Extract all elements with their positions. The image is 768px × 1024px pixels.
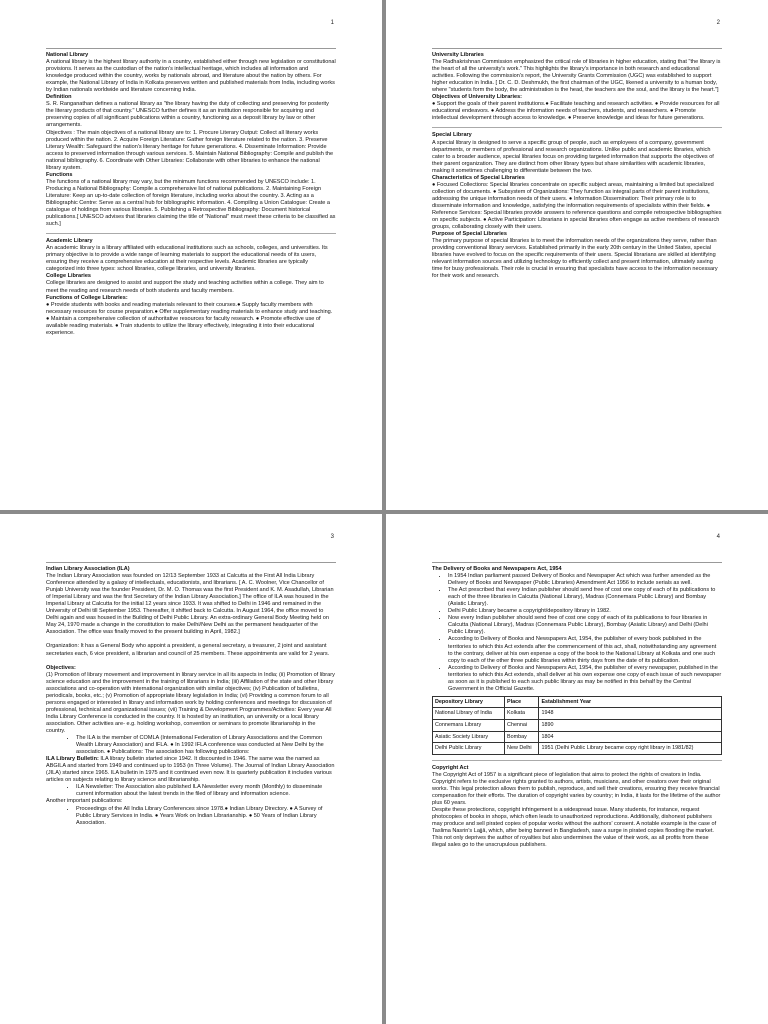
section-heading: ILA Library Bulletin: xyxy=(46,756,99,763)
bullet-item: • In 1954 Indian parliament passed Delivery of Books and Newspaper Act which was further amended as the Delivery of Books and Newspaper (Public Libraries) Amendment Act 1956 to include serials as well. xyxy=(448,573,722,587)
bullet-item: • Proceedings of the All India Library Conferences since 1978.● Indian Library Directory. ● A Survey of Public Library Services in India. ● Years Work on Indian Librarianship. ● 50 Years of Indian Library Association. xyxy=(76,806,336,827)
table-cell: New Delhi xyxy=(505,743,539,755)
bullet-list xyxy=(46,806,336,827)
section-divider xyxy=(432,760,722,761)
page-body xyxy=(432,566,722,1020)
bullet-list xyxy=(432,573,722,693)
section-divider xyxy=(46,233,336,234)
table-cell: 1890 xyxy=(539,720,722,732)
table-cell: 1948 xyxy=(539,708,722,720)
section-heading: Objectives: xyxy=(46,664,76,671)
paragraph: The Radhakrishnan Commission emphasized the critical role of libraries in higher education, stating that "the library is the heart of all the university's work." This highlights the library's importance in both research and educational activities. Following the commission's report, the University Grants Commission (UGC) was established to support higher education in India. [ Dr. C. D. Deshmukh, the first chairman of the UGC, likened a university to a human body, where "students form the body, the administration is the head, the teachers are the soul, and the library is the heart."] xyxy=(432,59,721,94)
table-row xyxy=(433,731,722,743)
section-heading: Functions of College Libraries: xyxy=(46,294,128,301)
paragraph: A special library is designed to serve a specific group of people, such as employees of a company, government departments, or members of professional and research organizations. Unlike public and academic libraries, which cater to a broader audience, special libraries focus on providing targeted information that supports the objectives of their parent organization. They are distinct from other library types but share similarities with academic libraries, making it sometimes challenging to differentiate between the two. xyxy=(432,139,714,174)
bullet-item: • Now every Indian publisher should send free of cost one copy of each of its publications to four libraries in Calcutta (National Library), Madras (Connemara Public Library), Bombay (Asiatic Library) and Delhi (Delhi Public Library). xyxy=(448,615,722,636)
table-cell: Asiatic Society Library xyxy=(433,731,505,743)
paragraph: The primary purpose of special libraries is to meet the information needs of the organizations they serve, rather than providing conventional library services. Established primarily in the early 20th century in the United States, special libraries have evolved to focus on the specific requirements of their users. Special librarians are skilled at identifying relevant information sources and utilizing technology to efficiently collect and present information, ultimately saving time for busy professionals. Their role is crucial in ensuring that specialists have access to the information necessary for their work and research. xyxy=(432,238,718,280)
page-3 xyxy=(0,514,382,1024)
page-number: 4 xyxy=(716,534,720,540)
section-heading: Special Library xyxy=(432,132,472,139)
paragraph: ● Support the goals of their parent institutions.● Facilitate teaching and research activities. ● Provide resources for all educational endeavors. ● Address the information needs of teachers, students, and researchers. ● Promote intellectual development through access to knowledge. ● Preserve knowledge and ideas for future generations. xyxy=(432,101,720,122)
paragraph: S. R. Ranganathan defines a national library as "the library having the duty of collecting and preserving for posterity the literary products of that country." UNESCO further defines it as an institution responsible for acquiring and preserving copies of all significant publications within a country, functioning as a deposit library by law or other arrangements. xyxy=(46,101,329,129)
section-heading: Purpose of Special Libraries xyxy=(432,231,507,238)
table-cell: Delhi Public Library xyxy=(433,743,505,755)
page-body xyxy=(46,52,336,506)
bullet-list xyxy=(46,784,336,798)
page-body xyxy=(432,52,722,506)
paragraph: The Indian Library Association was founded on 12/13 September 1933 at Calcutta at the First All India Library Conference attended by a galaxy of intellectuals, educationists, and librarians. [ A. C. Woolner, Vice Chancellor of Punjab University was the founder President, Dr. M. O. Thomas was the first President and K. M. Asadullah, Librarian of Imperial Library and was the first Secretary of the Indian Library Association.] The office of ILA was housed in the Imperial Library at Calcutta for the initial 12 years since 1933. It was shifted to Delhi in 1946 and remained in the University of Delhi till September 1953. Thereafter, it shifted back to Calcutta. In August 1964, the office moved to Delhi again and was housed in the Building of Delhi Public Library. An extra-ordinary General Body Meeting held on May 24, 1970 made a change in the constitution to make Delhi/New Delhi as the permanent headquarter of the Association. The office was finally moved to the present building in April, 1982.] xyxy=(46,573,334,636)
section-heading: University Libraries xyxy=(432,52,484,58)
paragraph: ● Focused Collections: Special libraries concentrate on specific subject areas, maintaining a limited but specialized collection of documents. ● Subsystem of Organizations: They function as integral parts of their parent institutions, addressing the unique information needs of their users. ● Information Dissemination: Their primary role is to disseminate information and knowledge, satisfying the information requirements of specialists within their fields. ● Reference Services: Special libraries provide answers to reference questions and compile retrospective bibliographies on specific subjects. ● Active Participation: Librarians in special libraries often engage as active members of research groups, collaborating closely with their users. xyxy=(432,181,722,231)
table-row xyxy=(433,720,722,732)
table-cell: Kolkata xyxy=(505,708,539,720)
paragraph: Organization: It has a General Body who appoint a president, a general secretary, a treasurer, 2 joint and assistant secretaries each, 6 vice president, a librarian and council of 25 members. These appointments are valid for 2 years. xyxy=(46,643,330,657)
section-heading: Objectives of University Libraries: xyxy=(432,94,523,101)
page-number: 1 xyxy=(330,20,334,26)
page-number: 2 xyxy=(716,20,720,26)
table-cell: National Library of India xyxy=(433,708,505,720)
paragraph: The Copyright Act of 1957 is a significant piece of legislation that aims to protect the rights of creators in India. Copyright refers to the exclusive rights granted to authors, artists, musicians, and other creators over their original works. This legal protection allows them to publish, reproduce, and sell their creations, ensuring they receive financial compensation for their efforts. The duration of copyright varies by country; in India, it lasts for the lifetime of the author plus 60 years. xyxy=(432,771,721,807)
paragraph: Objectives : The main objectives of a national library are to: 1. Procure Literary Output: Collect all literary works produced within the nation. 2. Acquire Foreign Literature: Gather foreign literature related to the nation. 3. Preserve Literary Wealth: Safeguard the nation's literary heritage for future generations. 4. Disseminate Information: Provide access to preserved information through various services. 5. Maintain National Bibliography: Compile and publish the national bibliography. 6. Coordinate with Other Libraries: Collaborate with other libraries to enhance the national library system. xyxy=(46,129,334,171)
table-header-cell: Place xyxy=(505,696,539,708)
section-heading: Characteristics of Special Libraries xyxy=(432,174,525,181)
paragraph: A national library is the highest library authority in a country, established either through new legislation or constitutional provisions. It serves as the custodian of the nation's intellectual heritage, which includes all information and knowledge produced within the country, works by nationals abroad, and literature about the nation by others. For example, the National Library of India in Kolkata preserves written and published materials from India, including works by Indian nationals worldwide and literature concerning India. xyxy=(46,59,336,94)
paragraph: The functions of a national library may vary, but the minimum functions recommended by UNESCO include: 1. Producing a National Bibliography: Compile a comprehensive list of national publications. 2. Maintaining Foreign Literature: Keep an up-to-date collection of foreign literature, including works about the country. 3. Acting as a Bibliographic Centre: Serve as a central hub for bibliographic information. 4. Compiling a Union Catalogue: Create a catalogue of holdings from various libraries. 5. Publishing a Retrospective Bibliography: Document historical publications.[ UNESCO advises that libraries claiming the title of "National" must meet these criteria to be classified as such.] xyxy=(46,178,336,228)
paragraph: ● Provide students with books and reading materials relevant to their courses.● Supply faculty members with necessary resources for course preparation.● Offer supplementary reading materials to enhance study and teaching. ● Maintain a comprehensive collection of authoritative resources for faculty research. ● Promote effective use of available reading materials. ● Train students to utilize the library effectively, integrating it into their educational experience. xyxy=(46,301,333,336)
table-cell: 1804 xyxy=(539,731,722,743)
table-cell: Connemara Library xyxy=(433,720,505,732)
paragraph: Another important publications: xyxy=(46,798,123,805)
bullet-item: • Delhi Public Library became a copyright/depository library in 1982. xyxy=(448,608,722,615)
header-rule xyxy=(432,562,722,563)
table-cell: Chennai xyxy=(505,720,539,732)
header-rule xyxy=(46,48,336,49)
paragraph-gap xyxy=(46,658,336,665)
table-cell: 1951 (Delhi Public Library became copy right library in 1981/82) xyxy=(539,743,722,755)
depository-table xyxy=(432,696,722,755)
bullet-item: • According to Delivery of Books and Newspapers Act, 1954, the publisher of every newspaper, published in the territories to which this Act extends, shall deliver at his own expense one copy of each issue of such newspaper as soon as it is published to each such public library as may be notified in this behalf by the Central Government in the Official Gazette. xyxy=(448,665,722,693)
bullet-item: • According to Delivery of Books and Newspapers Act, 1954, the publisher of every book published in the territories to which this Act extends after the commencement of this act, shall, notwithstanding any agreement to the contrary, deliver at his own expense a copy of the book to the National Library at Kolkata and one such copy to each of the other three public libraries within thirty days from the date of its publication. xyxy=(448,636,722,664)
section-heading: The Delivery of Books and Newspapers Act, 1954 xyxy=(432,566,562,572)
header-rule xyxy=(46,562,336,563)
bullet-item: • The ILA is the member of COMLA (International Federation of Library Associations and the Common Wealth Library Association) and IFLA. ● In 1992 IFLA conference was conducted at New Delhi by the association. ● Publications: The association has following publications: xyxy=(76,735,336,756)
section-heading: Indian Library Association (ILA) xyxy=(46,566,130,572)
paragraph-gap xyxy=(46,636,336,643)
section-heading: Definition xyxy=(46,94,72,101)
section-divider xyxy=(432,127,722,128)
page-number: 3 xyxy=(330,534,334,540)
section-heading: Academic Library xyxy=(46,238,93,245)
paragraph-text: ILA library bulletin started since 1942. It discounted in 1946. The same was the named as ABGILA and started from 1949 and continued up to 1953 (in Three Volume). The Journal of Indian Library Association (JILA) started since 1965. ILA bulletin in 1975 and it continued even now. It is quarterly publication it includes various articles on subjects relating to library science and librarianship. xyxy=(46,756,335,784)
bullet-item: • ILA Newsletter: The Association also published ILA Newsletter every month (Monthly) to disseminate current information about the latest trends in the filed of library and information science. xyxy=(76,784,336,798)
paragraph xyxy=(46,756,336,784)
bullet-list xyxy=(46,735,336,756)
page-4 xyxy=(386,514,768,1024)
page-1 xyxy=(0,0,382,510)
section-heading: National Library xyxy=(46,52,89,58)
section-heading: Functions xyxy=(46,171,73,178)
paragraph: (1) Promotion of library movement and improvement in library service in all its aspects in India; (ii) Promotion of library science education and the improvement in the training of librarians in India; (iii) Affiliation of the state and other library associations and co-operation with international organization with similar objectives; (iv) Publication of bulletins, periodicals, books, etc.; (v) Promotion of appropriate library legislation in India; (vi) Providing a common forum to all persons engaged or interested in library and information work by holding conferences and meetings for discussion of professional, technical and organizational issues; (vii) Training & Development Programmes/Activities: Every year All India Library Conference is conducted in the country. It is hosted by an institution, an university or a local library association. Other activities are- e.g. holding workshop, convention or seminars to promote librarianship in the country. xyxy=(46,671,335,734)
section-heading: College Libraries xyxy=(46,273,92,280)
paragraph: An academic library is a library affiliated with educational institutions such as schools, colleges, and universities. Its primary objective is to provide a wide range of learning materials to support the educational needs of its users, ensuring they receive a comprehensive education at their respective levels. Academic libraries are typically categorized into three types: school libraries, college libraries, and university libraries. xyxy=(46,245,328,273)
bullet-item: • The Act prescribed that every Indian publisher should send free of cost one copy of each of its publications to each of the three libraries in Calcutta (National Library), Madras (Connemara Public Library) and Bombay (Asiatic Library). xyxy=(448,587,722,608)
table-header-cell: Depository Library xyxy=(433,696,505,708)
table-header-cell: Establishment Year xyxy=(539,696,722,708)
page-body xyxy=(46,566,336,1020)
page-2 xyxy=(386,0,768,510)
table-row xyxy=(433,708,722,720)
table-cell: Bombay xyxy=(505,731,539,743)
paragraph: Despite these protections, copyright infringement is a widespread issue. Many students, for instance, request photocopies of books in shops, which often leads to unauthorized reproductions. Additionally, dishonest publishers may produce and sell pirated copies of popular works without the authors' consent. A notable example is the case of Taslima Nasrin's Lajjā, which, after being banned in Bangladesh, saw a surge in pirated copies flooding the market. This not only deprives the author of royalties but also undermines the value of their work, as all profits from these illegal sales go to the unscrupulous publishers. xyxy=(432,807,717,849)
paragraph: College libraries are designed to assist and support the study and teaching activities within a college. They aim to meet the reading and research needs of both students and faculty members. xyxy=(46,280,324,294)
header-rule xyxy=(432,48,722,49)
section-heading: Copyright Act xyxy=(432,764,469,771)
table-header-row xyxy=(433,696,722,708)
table-row xyxy=(433,743,722,755)
